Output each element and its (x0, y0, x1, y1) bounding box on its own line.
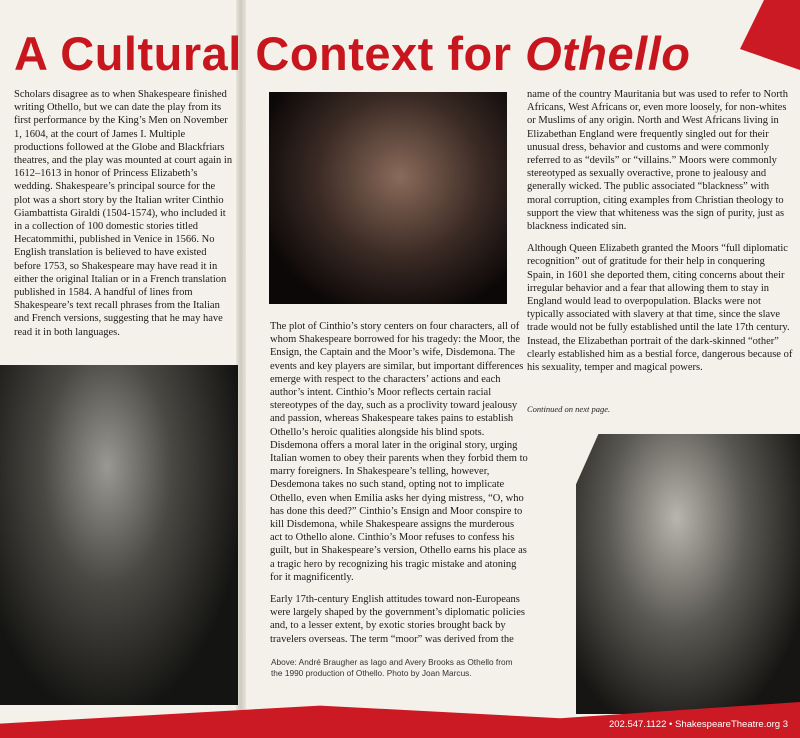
column-1 (14, 88, 234, 348)
paragraph: name of the country Mauritania but was used to refer to North Africans, West Africans or, even more loosely, for non-whites or Muslims of any origin. North and West Africans living in Elizabethan England were frequently singled out for their unusual dress, behavior and customs and were commonly referred to as “devils” or “villains.” Moors were commonly stereotyped as sexually overactive, prone to jealousy and generally wicked. The public associated “blackness” with moral corruption, citing examples from Christian theology to support the view that whiteness was the sign of purity, just as blackness indicated sin. (527, 89, 788, 233)
paragraph: Early 17th-century English attitudes toward non-Europeans were largely shaped by the government’s diplomatic policies and, to a lesser extent, by exotic stories brought back by travelers overseas. The term “moor” was derived from the (270, 594, 525, 645)
column-3 (527, 88, 793, 383)
paragraph: The plot of Cinthio’s story centers on four characters, all of whom Shakespeare borrowed for his tragedy: the Moor, the Ensign, the Captain and the Moor’s wife, Disdemona. The events and key players are similar, but important differences emerge with respect to the characters’ actions and each author’s intent. Cinthio’s Moor reflects certain racial stereotypes of the day, such as a proclivity toward jealousy and passion, whereas Shakespeare takes pains to establish Othello’s heroic qualities alongside his blind spots. Disdemona offers a moral later in the original story, urging Italian women to obey their parents when they forbid them to marry foreigners. In Shakespeare’s telling, however, Desdemona takes no such stand, opting not to implicate Othello, even when Emilia asks her dying mistress, “O, who has done this deed?” Cinthio’s Ensign and Moor conspire to kill Disdemona, while Shakespeare assigns the murderous act to Othello alone. Cinthio’s Moor refuses to confess his guilt, but in Shakespeare’s version, Othello earns his place as a tragic hero by recognizing his tragic mistake and atoning for it magnificently. (270, 321, 528, 583)
continued-note: Continued on next page. (527, 404, 611, 414)
paragraph: Scholars disagree as to when Shakespeare finished writing Othello, but we can date the play from its first performance by the King’s Men on November 1, 1604, at the court of James I. Multiple productions followed at the Globe and Blackfriars theatres, and the play was mounted at court again in 1612–1613 in honor of Princess Elizabeth’s wedding. Shakespeare’s principal source for the plot was a short story by the Italian writer Cinthio Giambattista Giraldi (1504-1574), who included it in a collection of 100 domestic stories titled Hecatommithi, published in Venice in 1566. No English translation is believed to have existed before 1753, so Shakespeare may have read it in either the original Italian or in a French translation published in 1584. A handful of lines from Shakespeare’s text recall phrases from the Italian and French versions, suggesting that he may have read it in both languages. (14, 89, 233, 338)
photo-caption: Above: André Braugher as Iago and Avery Brooks as Othello from the 1990 production of Othello. Photo by Joan Marcus. (271, 657, 513, 678)
page-title: A Cultural Context for Othello (14, 27, 691, 80)
column-2 (270, 320, 528, 655)
red-corner-band (740, 0, 800, 70)
portrait-photo-left (0, 365, 238, 705)
portrait-photo-right (576, 434, 800, 714)
footer-contact: 202.547.1122 • ShakespeareTheatre.org 3 (608, 719, 788, 730)
production-photo-iago-othello (269, 92, 507, 304)
paragraph: Although Queen Elizabeth granted the Moors “full diplomatic recognition” out of gratitude for their help in conquering Spain, in 1601 she deported them, citing concerns about their irregular behavior and a fear that allowing them to stay in England would lead to overpopulation. Blacks were not typically associated with slavery at that time, since the slave trade would not be fully established until the late 17th century. Instead, the Elizabethan portrait of the dark-skinned “other” clearly established him as a bestial force, dangerous because of his sexuality, temper and magical powers. (527, 243, 793, 374)
